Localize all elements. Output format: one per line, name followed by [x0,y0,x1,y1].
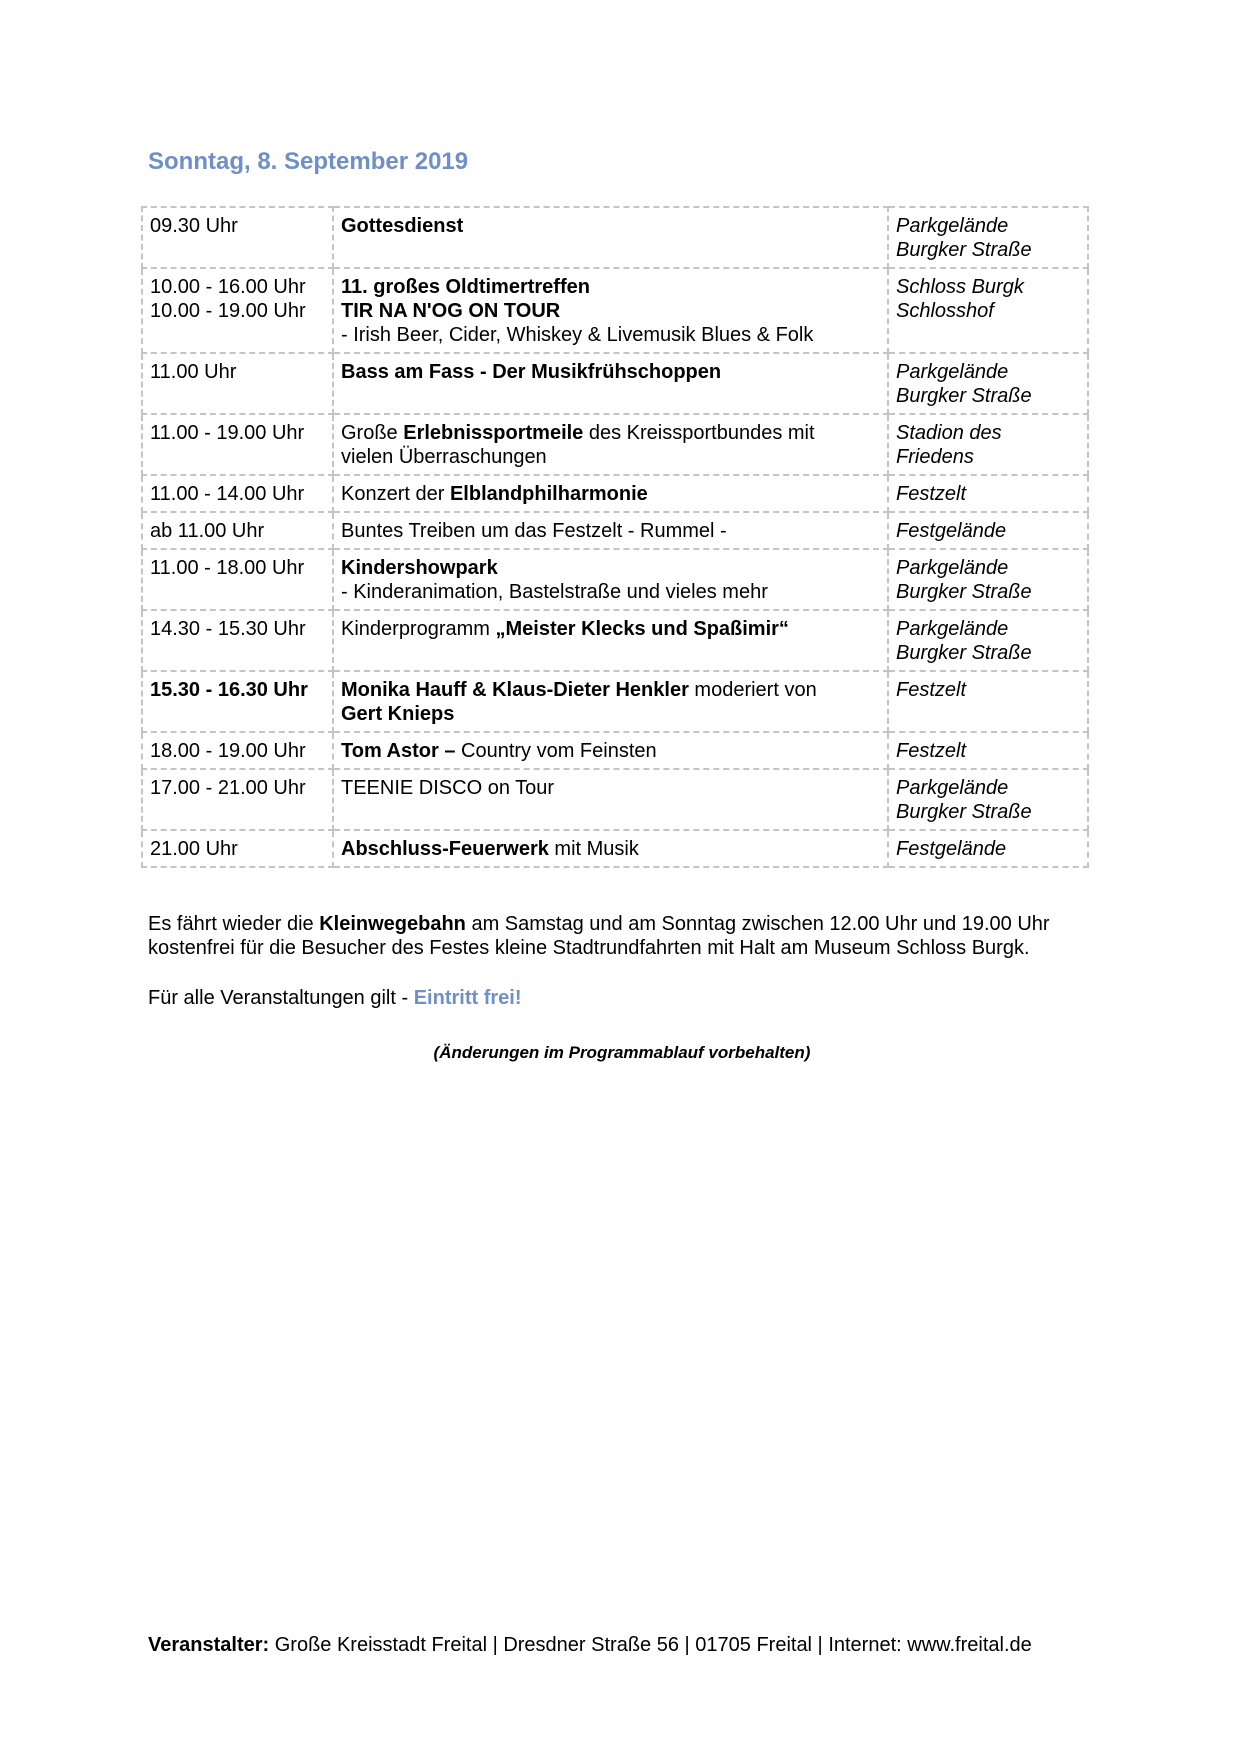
time-cell [142,769,333,830]
location-cell [888,353,1088,414]
time-text: ab 11.00 Uhr [150,520,265,542]
event-text: moderiert von [688,679,817,701]
location-text: Festgelände [896,838,1007,860]
location-text: Burgker Straße [896,801,1032,823]
event-cell [333,268,888,353]
event-text: des Kreissportbundes mit [583,422,815,444]
location-text: Burgker Straße [896,581,1032,603]
table-row [142,549,1088,610]
train-note-highlight: Kleinwegebahn [319,913,466,935]
event-cell [333,207,888,268]
time-text: 11.00 Uhr [150,361,237,383]
event-line [341,214,881,238]
entry-note-text: Für alle Veranstaltungen gilt - [148,987,414,1009]
footer-label: Veranstalter: [148,1634,270,1656]
event-text-bold: TIR NA N'OG ON TOUR [341,300,561,322]
table-row [142,512,1088,549]
event-cell [333,475,888,512]
event-line [341,445,881,469]
table-row [142,207,1088,268]
event-text-bold: Erlebnissportmeile [403,422,584,444]
event-line [341,617,881,641]
event-text-bold: Bass am Fass - Der Musikfrühschoppen [341,361,722,383]
footer [148,1633,1032,1657]
time-cell [142,549,333,610]
event-text: mit Musik [548,838,639,860]
location-text: Schlosshof [896,300,994,322]
event-line [341,580,881,604]
time-text: 14.30 - 15.30 Uhr [150,618,306,640]
event-line [341,739,881,763]
event-line [341,421,881,445]
time-cell [142,475,333,512]
event-line [341,837,881,861]
location-text: Parkgelände [896,557,1009,579]
time-text: 15.30 - 16.30 Uhr [150,679,308,701]
train-note [148,912,1108,960]
table-row [142,732,1088,769]
time-text: 09.30 Uhr [150,215,238,237]
event-cell [333,512,888,549]
time-cell [142,512,333,549]
event-line [341,678,881,702]
event-line [341,275,881,299]
event-cell [333,610,888,671]
event-line [341,323,881,347]
event-text-bold: 11. großes Oldtimertreffen [341,276,590,298]
event-text: Konzert der [341,483,450,505]
event-line [341,482,881,506]
train-note-text-after: am Samstag und am Sonntag zwischen 12.00 Uhr und 19.00 Uhr kostenfrei für die Besucher des Festes kleine Stadtrundfahrten mit Halt am Museum Schloss Burgk. [148,913,1050,959]
event-text-bold: Tom Astor – [341,740,456,762]
table-row [142,769,1088,830]
time-cell [142,671,333,732]
event-text: Große [341,422,404,444]
event-line [341,299,881,323]
event-text-bold: Kindershowpark [341,557,498,579]
free-entry-highlight: Eintritt frei! [413,987,522,1009]
event-text-bold: Elblandphilharmonie [449,483,648,505]
location-text: Burgker Straße [896,385,1032,407]
event-line [341,519,881,543]
time-cell [142,353,333,414]
time-cell [142,207,333,268]
program-table [141,206,1089,868]
event-text: - Irish Beer, Cider, Whiskey & Livemusik Blues & Folk [341,324,814,346]
location-text: Parkgelände [896,361,1009,383]
time-cell [142,610,333,671]
event-cell [333,671,888,732]
event-text-bold: „Meister Klecks und Spaßimir“ [495,618,789,640]
event-text-bold: Abschluss-Feuerwerk [341,838,549,860]
event-cell [333,414,888,475]
time-text: 17.00 - 21.00 Uhr [150,777,306,799]
event-cell [333,732,888,769]
event-text: TEENIE DISCO on Tour [341,777,555,799]
time-text: 11.00 - 18.00 Uhr [150,557,305,579]
location-text: Stadion des [896,422,1002,444]
table-row [142,353,1088,414]
event-text: - Kinderanimation, Bastelstraße und vieles mehr [341,581,768,603]
location-text: Burgker Straße [896,239,1032,261]
event-text-bold: Gert Knieps [341,703,455,725]
location-cell [888,830,1088,867]
location-cell [888,207,1088,268]
location-text: Friedens [896,446,974,468]
event-line [341,360,881,384]
event-cell [333,549,888,610]
time-cell [142,732,333,769]
program-table-body [142,207,1088,867]
table-row [142,268,1088,353]
event-line [341,776,881,800]
table-row [142,414,1088,475]
location-text: Festzelt [896,740,967,762]
disclaimer: (Änderungen im Programmablauf vorbehalten) [433,1043,811,1062]
time-cell [142,268,333,353]
location-cell [888,610,1088,671]
location-cell [888,268,1088,353]
event-cell [333,769,888,830]
location-text: Burgker Straße [896,642,1032,664]
event-text: Country vom Feinsten [455,740,657,762]
event-text-bold: Gottesdienst [341,215,464,237]
event-text: vielen Überraschungen [341,446,547,468]
location-cell [888,512,1088,549]
time-text: 21.00 Uhr [150,838,238,860]
location-cell [888,475,1088,512]
location-cell [888,732,1088,769]
page-title: Sonntag, 8. September 2019 [148,148,469,175]
time-cell [142,414,333,475]
location-cell [888,769,1088,830]
table-row [142,610,1088,671]
location-text: Schloss Burgk [896,276,1024,298]
table-row [142,830,1088,867]
location-text: Festzelt [896,679,967,701]
location-cell [888,414,1088,475]
event-cell [333,353,888,414]
location-cell [888,549,1088,610]
location-text: Festzelt [896,483,967,505]
time-text: 11.00 - 19.00 Uhr [150,422,305,444]
event-line [341,556,881,580]
event-text-bold: Monika Hauff & Klaus-Dieter Henkler [341,679,689,701]
location-text: Parkgelände [896,215,1009,237]
location-text: Festgelände [896,520,1007,542]
event-cell [333,830,888,867]
table-row [142,475,1088,512]
time-cell [142,830,333,867]
footer-text: Große Kreisstadt Freital | Dresdner Straße 56 | 01705 Freital | Internet: www.freital.de [269,1634,1032,1656]
time-text: 18.00 - 19.00 Uhr [150,740,306,762]
location-cell [888,671,1088,732]
entry-note [148,986,1108,1010]
location-text: Parkgelände [896,618,1009,640]
train-note-text-before: Es fährt wieder die [148,913,320,935]
location-text: Parkgelände [896,777,1009,799]
event-text: Buntes Treiben um das Festzelt - Rummel - [341,520,727,542]
time-text: 10.00 - 19.00 Uhr [150,300,306,322]
event-line [341,702,881,726]
event-text: Kinderprogramm [341,618,496,640]
time-text: 11.00 - 14.00 Uhr [150,483,305,505]
time-text: 10.00 - 16.00 Uhr [150,276,306,298]
table-row [142,671,1088,732]
